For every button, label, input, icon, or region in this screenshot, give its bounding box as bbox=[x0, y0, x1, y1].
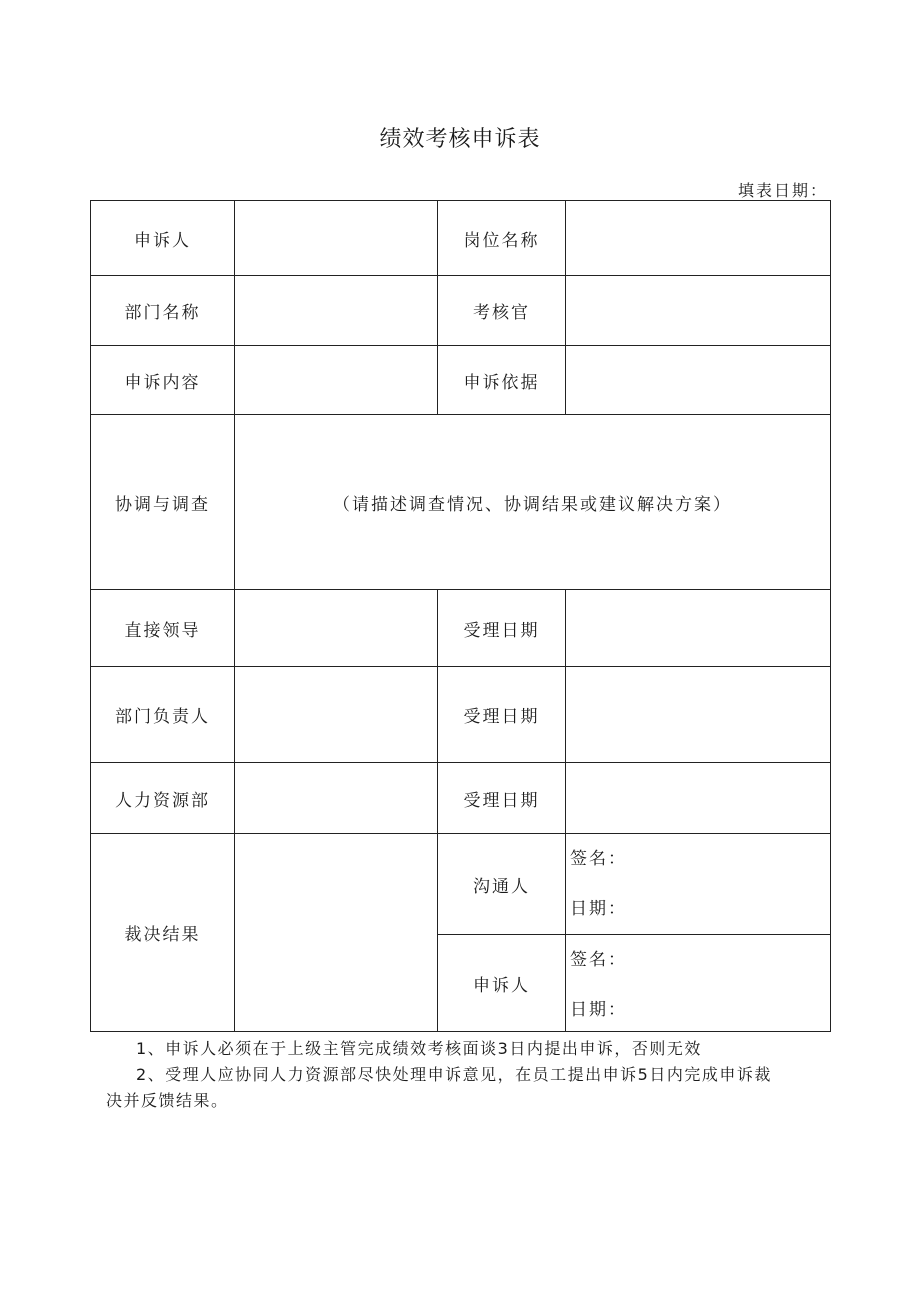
notes bbox=[106, 1036, 826, 1114]
appeal-content-field[interactable] bbox=[235, 346, 438, 415]
table-row bbox=[91, 276, 831, 346]
table-row bbox=[91, 763, 831, 834]
accept-date-field[interactable] bbox=[566, 590, 831, 667]
position-label: 岗位名称 bbox=[438, 201, 566, 276]
note-1: 1、申诉人必须在于上级主管完成绩效考核面谈3日内提出申诉，否则无效 bbox=[136, 1039, 702, 1058]
position-field[interactable] bbox=[566, 201, 831, 276]
ruling-label: 裁决结果 bbox=[91, 834, 235, 1032]
hr-field[interactable] bbox=[235, 763, 438, 834]
note-2-continuation: 决并反馈结果。 bbox=[106, 1091, 229, 1110]
dept-head-field[interactable] bbox=[235, 667, 438, 763]
appellant-field[interactable] bbox=[235, 201, 438, 276]
table-row bbox=[91, 415, 831, 590]
table-row bbox=[91, 667, 831, 763]
assessor-field[interactable] bbox=[566, 276, 831, 346]
communicator-label: 沟通人 bbox=[438, 834, 566, 935]
date-label: 日期： bbox=[570, 899, 627, 919]
accept-date-label: 受理日期 bbox=[438, 667, 566, 763]
coordination-label: 协调与调查 bbox=[91, 415, 235, 590]
assessor-label: 考核官 bbox=[438, 276, 566, 346]
coordination-field[interactable]: （请描述调查情况、协调结果或建议解决方案） bbox=[235, 415, 831, 590]
appellant-sign-label: 申诉人 bbox=[438, 935, 566, 1032]
dept-head-label: 部门负责人 bbox=[91, 667, 235, 763]
table-row bbox=[91, 590, 831, 667]
communicator-sign-cell[interactable] bbox=[566, 834, 831, 935]
direct-leader-label: 直接领导 bbox=[91, 590, 235, 667]
appeal-content-label: 申诉内容 bbox=[91, 346, 235, 415]
signature-label: 签名： bbox=[570, 849, 627, 869]
date-label: 日期： bbox=[570, 1000, 627, 1020]
page-title: 绩效考核申诉表 bbox=[379, 127, 541, 152]
appeal-basis-label: 申诉依据 bbox=[438, 346, 566, 415]
hr-label: 人力资源部 bbox=[91, 763, 235, 834]
appeal-form-table bbox=[90, 200, 831, 1032]
accept-date-field[interactable] bbox=[566, 667, 831, 763]
appellant-label: 申诉人 bbox=[91, 201, 235, 276]
note-2: 2、受理人应协同人力资源部尽快处理申诉意见，在员工提出申诉5日内完成申诉裁 bbox=[136, 1065, 772, 1084]
table-row bbox=[91, 834, 831, 935]
ruling-field[interactable] bbox=[235, 834, 438, 1032]
table-row bbox=[91, 201, 831, 276]
fill-date-label: 填表日期： bbox=[737, 181, 828, 200]
signature-label: 签名： bbox=[570, 950, 627, 970]
direct-leader-field[interactable] bbox=[235, 590, 438, 667]
table-row bbox=[91, 346, 831, 415]
accept-date-field[interactable] bbox=[566, 763, 831, 834]
department-label: 部门名称 bbox=[91, 276, 235, 346]
accept-date-label: 受理日期 bbox=[438, 590, 566, 667]
accept-date-label: 受理日期 bbox=[438, 763, 566, 834]
appeal-basis-field[interactable] bbox=[566, 346, 831, 415]
appellant-sign-cell[interactable] bbox=[566, 935, 831, 1032]
department-field[interactable] bbox=[235, 276, 438, 346]
